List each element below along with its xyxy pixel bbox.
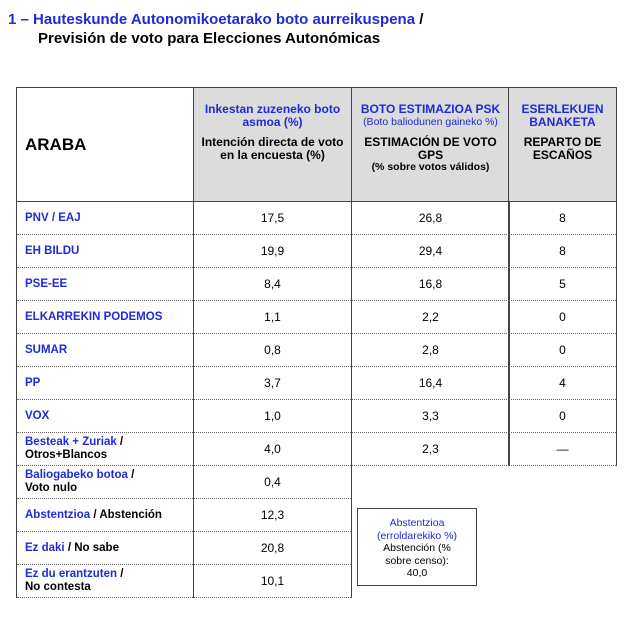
header-estimate — [352, 88, 510, 202]
estimate-value: 16,8 — [352, 268, 510, 301]
table-row — [17, 268, 510, 301]
direct-vote-value: 10,1 — [194, 565, 352, 598]
header-seats-es: REPARTO DE ESCAÑOS — [523, 135, 602, 162]
seats-header-row — [509, 88, 617, 202]
abstention-census-box — [357, 508, 477, 586]
header-direct-vote — [194, 88, 352, 202]
party-label: SUMAR — [17, 334, 194, 367]
party-label: PNV / EAJ — [17, 202, 194, 235]
table-row — [17, 466, 510, 499]
table-row — [509, 367, 617, 400]
table-row — [509, 400, 617, 433]
direct-vote-value: 3,7 — [194, 367, 352, 400]
abstention-label-eu: Abstentzioa (erroldarekiko %) — [377, 517, 457, 542]
party-label: ELKARREKIN PODEMOS — [17, 301, 194, 334]
header-estimate-eu-sub: (Boto baliodunen gaineko %) — [363, 115, 498, 128]
row-label: Ez daki / No sabe — [17, 532, 194, 565]
abstention-label-es: Abstención (% sobre censo): — [383, 542, 451, 567]
seats-value: 8 — [509, 235, 617, 268]
estimate-value: 2,2 — [352, 301, 510, 334]
table-row — [17, 235, 510, 268]
direct-vote-value: 0,4 — [194, 466, 352, 499]
table-row — [17, 334, 510, 367]
row-label: Abstentzioa / Abstención — [17, 499, 194, 532]
label-eu: Ez daki — [25, 541, 65, 554]
label-eu: Besteak + Zuriak — [25, 436, 117, 448]
label-eu: Abstentzioa — [25, 508, 91, 521]
seats-value: 8 — [509, 202, 617, 235]
table-row — [17, 301, 510, 334]
header-direct-vote-es: Intención directa de voto en la encuesta (%) — [201, 135, 344, 162]
label-es: Abstención — [99, 508, 162, 521]
table-row — [509, 202, 617, 235]
header-seats — [509, 88, 617, 202]
header-estimate-es-sub: (% sobre votos válidos) — [371, 161, 490, 173]
seats-value: 0 — [509, 334, 617, 367]
table-row — [509, 235, 617, 268]
label-es: No contesta — [25, 581, 91, 593]
direct-vote-value: 8,4 — [194, 268, 352, 301]
estimate-value: 2,8 — [352, 334, 510, 367]
estimate-value: 2,3 — [352, 433, 510, 466]
header-estimate-eu: BOTO ESTIMAZIOA PSK — [360, 102, 501, 116]
table-row — [509, 268, 617, 301]
direct-vote-value: 12,3 — [194, 499, 352, 532]
direct-vote-value: 1,1 — [194, 301, 352, 334]
seats-value: — — [509, 433, 617, 466]
label-eu: Ez du erantzuten — [25, 568, 118, 580]
seats-value: 4 — [509, 367, 617, 400]
estimate-value: 16,4 — [352, 367, 510, 400]
party-label: PP — [17, 367, 194, 400]
table-row — [509, 334, 617, 367]
direct-vote-value: 19,9 — [194, 235, 352, 268]
header-direct-vote-eu: Inkestan zuzeneko boto asmoa (%) — [204, 102, 341, 129]
direct-vote-value: 17,5 — [194, 202, 352, 235]
estimate-value: 29,4 — [352, 235, 510, 268]
label-es: No sabe — [74, 541, 119, 554]
seats-value: 0 — [509, 400, 617, 433]
header-estimate-es: ESTIMACIÓN DE VOTO GPS — [364, 135, 497, 162]
party-label: PSE-EE — [17, 268, 194, 301]
seats-value: 5 — [509, 268, 617, 301]
table-row — [17, 367, 510, 400]
direct-vote-value: 1,0 — [194, 400, 352, 433]
title-separator: / — [415, 11, 424, 28]
table-row — [17, 202, 510, 235]
estimate-value: 26,8 — [352, 202, 510, 235]
table-row — [17, 433, 510, 466]
table-row — [17, 400, 510, 433]
direct-vote-value: 4,0 — [194, 433, 352, 466]
region-label: ARABA — [17, 88, 194, 202]
seats-value: 0 — [509, 301, 617, 334]
header-row — [17, 88, 510, 202]
estimate-value: 3,3 — [352, 400, 510, 433]
party-label: VOX — [17, 400, 194, 433]
label-es: Voto nulo — [25, 482, 78, 494]
label-es: Otros+Blancos — [25, 449, 108, 461]
seats-table — [508, 87, 617, 466]
direct-vote-value: 0,8 — [194, 334, 352, 367]
table-row — [509, 301, 617, 334]
row-label: Ez du erantzuten / No contesta — [17, 565, 194, 598]
party-label: EH BILDU — [17, 235, 194, 268]
title-basque: 1 – Hauteskunde Autonomikoetarako boto aurreikuspena — [8, 11, 416, 28]
label-eu: Baliogabeko botoa — [25, 469, 128, 481]
header-seats-eu: ESERLEKUEN BANAKETA — [521, 102, 604, 129]
page-title — [8, 10, 423, 48]
abstention-value: 40,0 — [406, 567, 428, 579]
title-spanish: Previsión de voto para Elecciones Autonómicas — [38, 30, 381, 47]
party-label: Besteak + Zuriak / Otros+Blancos — [17, 433, 194, 466]
table-row — [509, 433, 617, 466]
direct-vote-value: 20,8 — [194, 532, 352, 565]
row-label: Baliogabeko botoa / Voto nulo — [17, 466, 194, 499]
